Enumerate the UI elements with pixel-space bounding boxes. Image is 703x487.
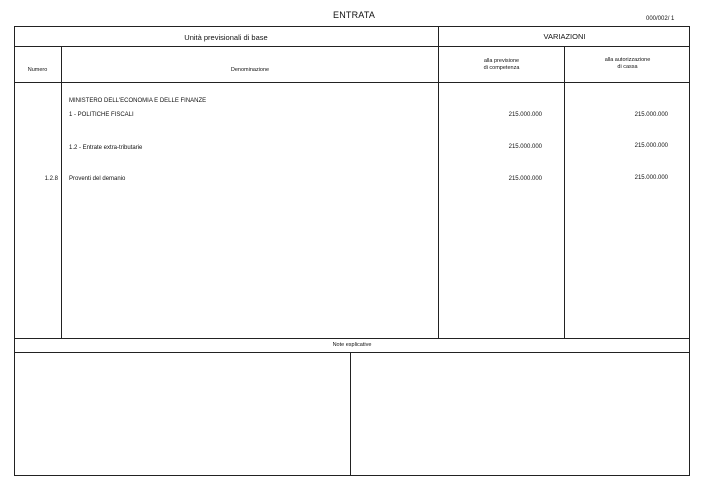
header-competenza-line2: di competenza [483, 65, 520, 71]
divider-notes-bottom [14, 352, 690, 353]
row-cassa: 215.000.000 [634, 175, 668, 181]
row-competenza: 215.000.000 [508, 176, 542, 182]
row-competenza: 215.000.000 [508, 144, 542, 150]
header-competenza-line1: alla previsione [483, 58, 520, 64]
row-denominazione: MINISTERO DELL'ECONOMIA E DELLE FINANZE [69, 98, 207, 104]
divider-header-bottom [14, 82, 690, 83]
row-cassa: 215.000.000 [634, 143, 668, 149]
page-code: 000/002/ 1 [646, 16, 675, 22]
row-cassa: 215.000.000 [634, 112, 668, 118]
page-title: ENTRATA [333, 10, 376, 20]
row-denominazione: 1.2 - Entrate extra-tributarie [69, 145, 143, 151]
divider-header-top [14, 46, 690, 47]
budget-table [14, 26, 690, 476]
divider-notes-top [14, 338, 690, 339]
row-denominazione: Proventi del demanio [69, 176, 126, 182]
divider-cassa [564, 46, 565, 338]
header-variazioni: VARIAZIONI [543, 32, 586, 41]
row-numero: 1.2.8 [44, 176, 58, 182]
header-denominazione: Denominazione [230, 67, 270, 73]
row-competenza: 215.000.000 [508, 112, 542, 118]
header-cassa-line2: di cassa [617, 64, 638, 70]
header-cassa [565, 57, 690, 71]
header-unita: Unità previsionali di base [184, 33, 268, 42]
divider-variazioni [438, 26, 439, 338]
divider-numero [61, 46, 62, 338]
divider-notes-split [350, 352, 351, 476]
header-cassa-line1: alla autorizzazione [604, 57, 651, 63]
notes-label: Note esplicative [332, 342, 372, 348]
header-numero: Numero [27, 67, 48, 73]
row-denominazione: 1 - POLITICHE FISCALI [69, 112, 134, 118]
header-competenza [439, 58, 564, 72]
